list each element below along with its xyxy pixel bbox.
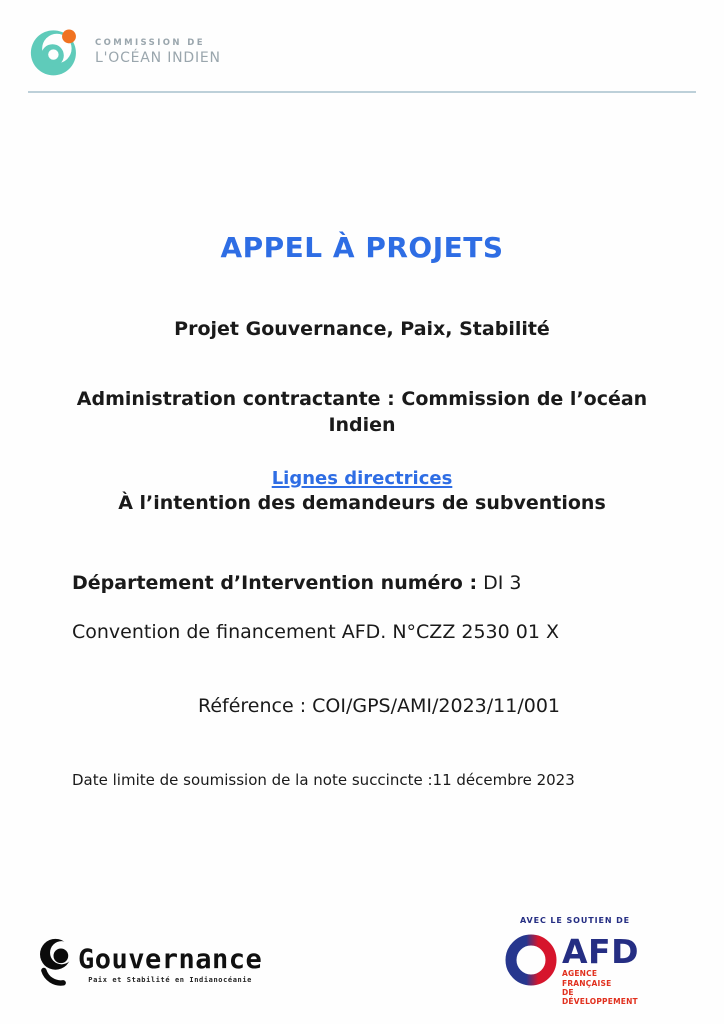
afd-support-label: AVEC LE SOUTIEN DE [519, 916, 631, 925]
coi-logo-icon [30, 26, 82, 78]
guidelines [0, 468, 724, 489]
afd-ring-icon [505, 934, 557, 990]
reference-line: Référence : COI/GPS/AMI/2023/11/001 [197, 695, 561, 717]
afd-subtitle-line2: DE DÉVELOPPEMENT [562, 988, 638, 1007]
header-divider [28, 91, 696, 93]
afd-logo-block [505, 916, 645, 1007]
department-value: DI 3 [483, 572, 522, 594]
org-name-line1: COMMISSION DE [95, 38, 205, 48]
header [0, 0, 724, 78]
gouvernance-logo [40, 938, 262, 990]
afd-subtitle-line1: AGENCE FRANÇAISE [562, 969, 612, 988]
department-label: Département d’Intervention numéro : [72, 572, 478, 594]
crescent-icon [40, 938, 74, 990]
org-name-line2: L'OCÉAN INDIEN [95, 50, 221, 66]
gouvernance-name: Gouvernance [78, 944, 263, 975]
gouvernance-text [78, 938, 262, 984]
afd-acronym: AFD [562, 932, 639, 971]
contracting-authority: Administration contractante : Commission de l’océan Indien [76, 388, 648, 436]
deadline-line: Date limite de soumission de la note succincte :11 décembre 2023 [72, 771, 575, 789]
gouvernance-tagline: Paix et Stabilité en Indianocéanie [88, 976, 252, 984]
project-subtitle: Projet Gouvernance, Paix, Stabilité [174, 318, 550, 340]
guidelines-link[interactable]: Lignes directrices [271, 468, 453, 489]
department-line [72, 572, 724, 594]
financing-line: Convention de financement AFD. N°CZZ 2530 01 X [72, 621, 560, 643]
guidelines-subtitle: À l’intention des demandeurs de subventions [118, 492, 606, 514]
afd-subtitle [562, 969, 645, 1007]
coi-org-name [95, 38, 221, 66]
page-title: APPEL À PROJETS [220, 231, 504, 264]
